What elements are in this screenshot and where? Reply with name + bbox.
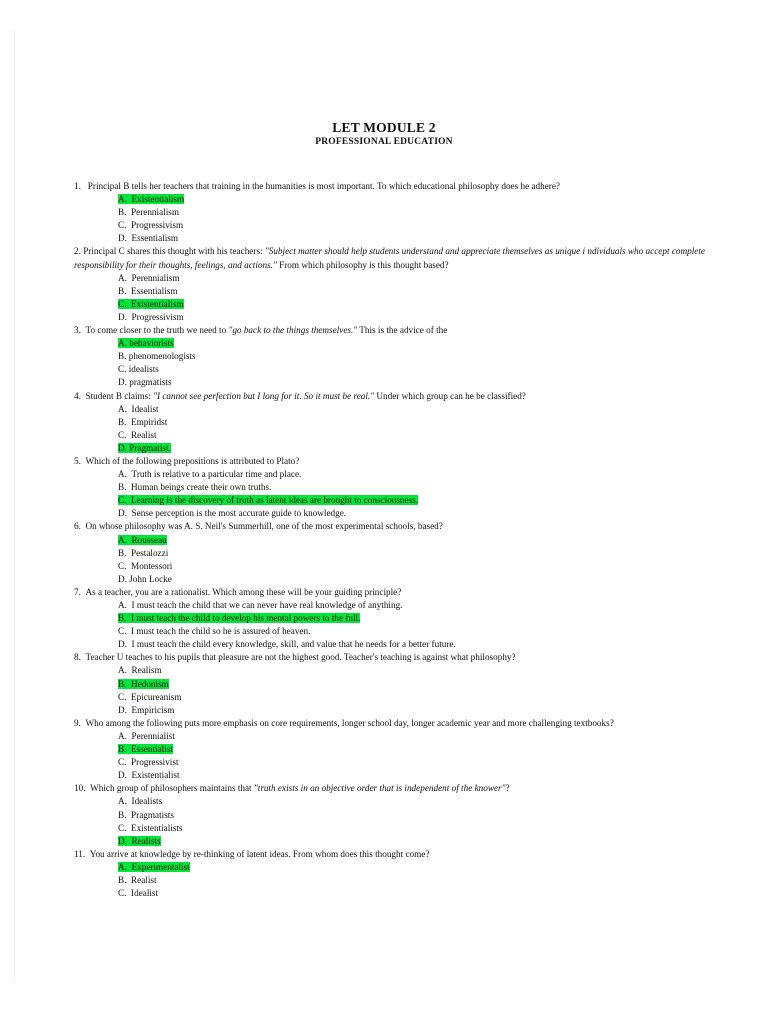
- answer-option-text: A. Perennialism: [118, 272, 180, 283]
- answer-option: [74, 874, 714, 887]
- answer-option-text: B. Essentialist: [118, 744, 173, 755]
- question-item: [74, 717, 714, 782]
- answer-option-text: D. John Locke: [118, 573, 172, 584]
- answer-option-text: C. Realist: [118, 429, 157, 440]
- answer-option: [74, 560, 714, 573]
- answer-option-text: C. Montessori: [118, 560, 173, 571]
- answer-option: [74, 547, 714, 560]
- answer-option-text: C. Learning is the discovery of truth as latent ideas are brought to consciousness.: [118, 495, 419, 506]
- answer-option-text: C. idealists: [118, 364, 159, 375]
- answer-option-text: B. Pragmatists: [118, 809, 174, 820]
- question-stem: 9. Who among the following puts more emphasis on core requirements, longer school day, longer academic year and more challenging textbooks?: [74, 717, 614, 728]
- answer-option-text: A. Truth is relative to a particular time and place.: [118, 469, 302, 480]
- answer-option-text: C. Progressivist: [118, 757, 179, 768]
- answer-option: [74, 612, 714, 625]
- answer-option: [74, 534, 714, 547]
- answer-option-text: D. pragmatists: [118, 377, 172, 388]
- question-stem: 4. Student B claims: "I cannot see perfection but I long for it. So it must be real." Under which group can he be classified?: [74, 390, 526, 401]
- answer-option-text: B. Empiridst: [118, 416, 168, 427]
- question-item: [74, 586, 714, 651]
- question-item: [74, 651, 714, 716]
- question-stem: 5. Which of the following prepositions is attributed to Plato?: [74, 455, 300, 466]
- page-edge-line: [14, 30, 15, 980]
- answer-option: [74, 625, 714, 638]
- question-stem: 2. Principal C shares this thought with his teachers: "Subject matter should help students understand and appreciate themselves as unique i ndividuals who accept complete responsibility for their thoughts, feelings, and actions." From which philosophy is this thought based?: [74, 246, 705, 270]
- answer-option-text: B. Essentialism: [118, 285, 178, 296]
- question-stem: 8. Teacher U teaches to his pupils that pleasure are not the highest good. Teacher's teaching is against what philosophy?: [74, 652, 516, 663]
- answer-option: [74, 337, 714, 350]
- answer-option-text: B. Hedonism: [118, 678, 169, 689]
- answer-option-text: D. Sense perception is the most accurate guide to knowledge.: [118, 508, 347, 519]
- answer-option-text: C. Idealist: [118, 888, 159, 899]
- page-title: LET MODULE 2: [332, 120, 436, 135]
- answer-option: [74, 403, 714, 416]
- answer-option: [74, 756, 714, 769]
- answer-option: [74, 704, 714, 717]
- answer-option-text: D. Pragmatist.: [118, 442, 171, 453]
- answer-option-text: B. phenomenologists: [118, 351, 196, 362]
- question-stem: 7. As a teacher, you are a rationalist. Which among these will be your guiding principle?: [74, 586, 402, 597]
- answer-option-text: C. Epicureanism: [118, 691, 182, 702]
- answer-option-text: A. Rousseau: [118, 534, 167, 545]
- question-item: [74, 782, 714, 847]
- answer-option-text: A. Idealists: [118, 796, 163, 807]
- answer-option: [74, 664, 714, 677]
- answer-option-text: B. Perennialism: [118, 207, 179, 218]
- question-stem: 3. To come closer to the truth we need to "go back to the things themselves." This is the advice of the: [74, 325, 448, 336]
- question-stem: 6. On whose philosophy was A. S. Neil's Summerhill, one of the most experimental schools, based?: [74, 521, 443, 532]
- answer-option-text: D. Essentialism: [118, 233, 178, 244]
- answer-option: [74, 887, 714, 900]
- answer-option: [74, 573, 714, 586]
- answer-option: [74, 468, 714, 481]
- answer-option: [74, 232, 714, 245]
- question-stem: 10. Which group of philosophers maintains that "truth exists in an objective order that is independent of the knower"?: [74, 783, 510, 794]
- question-item: [74, 455, 714, 520]
- answer-option: [74, 193, 714, 206]
- answer-option: [74, 730, 714, 743]
- answer-option: [74, 822, 714, 835]
- answer-option-text: A. I must teach the child that we can never have real knowledge of anything.: [118, 600, 403, 610]
- answer-option-text: A. behaviorists: [118, 338, 174, 349]
- answer-option-text: C. Existentialists: [118, 822, 183, 833]
- answer-option-text: A. Experimentalist: [118, 861, 190, 872]
- answer-option: [74, 429, 714, 442]
- answer-option: [74, 350, 714, 363]
- answer-option: [74, 311, 714, 324]
- answer-option: [74, 743, 714, 756]
- answer-option: [74, 809, 714, 822]
- answer-option-text: B. I must teach the child to develop his mental powers to the full.: [118, 613, 361, 624]
- answer-option: [74, 678, 714, 691]
- answer-option-text: D. Existentialist: [118, 770, 180, 781]
- question-item: [74, 324, 714, 389]
- answer-option-text: A. Existentialism: [118, 194, 185, 205]
- answer-option-text: B. Human beings create their own truths.: [118, 482, 272, 493]
- answer-option-text: D. I must teach the child every knowledge, skill, and value that he needs for a better future.: [118, 639, 456, 650]
- answer-option: [74, 206, 714, 219]
- answer-option: [74, 363, 714, 376]
- question-list: [74, 180, 714, 900]
- answer-option-text: D. Realists: [118, 835, 161, 846]
- answer-option-text: C. Progressivism: [118, 220, 184, 231]
- answer-option-text: C. I must teach the child so he is assured of heaven.: [118, 626, 311, 637]
- question-stem: 1. Principal B tells her teachers that training in the humanities is most important. To which educational philosophy does he adhere?: [74, 181, 561, 191]
- question-item: [74, 245, 714, 324]
- answer-option: [74, 272, 714, 285]
- answer-option: [74, 861, 714, 874]
- answer-option-text: C. Existentialism: [118, 298, 184, 309]
- answer-option-text: B. Pestalozzi: [118, 547, 169, 558]
- answer-option: [74, 835, 714, 848]
- answer-option: [74, 769, 714, 782]
- answer-option-text: A. Perennialist: [118, 730, 175, 741]
- answer-option: [74, 298, 714, 311]
- question-item: [74, 180, 714, 245]
- question-stem: 11. You arrive at knowledge by re-thinking of latent ideas. From whom does this thought come?: [74, 848, 430, 859]
- question-item: [74, 390, 714, 455]
- answer-option: [74, 795, 714, 808]
- answer-option-text: B. Realist: [118, 874, 157, 885]
- question-item: [74, 848, 714, 900]
- answer-option: [74, 219, 714, 232]
- answer-option: [74, 285, 714, 298]
- answer-option-text: A. Realism: [118, 665, 162, 676]
- answer-option: [74, 494, 714, 507]
- answer-option-text: D. Empiricism: [118, 704, 175, 715]
- answer-option: [74, 599, 714, 612]
- answer-option: [74, 442, 714, 455]
- answer-option-text: A. Idealist: [118, 403, 159, 414]
- answer-option: [74, 481, 714, 494]
- page-subtitle: PROFESSIONAL EDUCATION: [315, 137, 453, 147]
- answer-option: [74, 638, 714, 651]
- answer-option: [74, 691, 714, 704]
- answer-option: [74, 376, 714, 389]
- answer-option: [74, 416, 714, 429]
- answer-option-text: D. Progressivism: [118, 311, 184, 322]
- answer-option: [74, 507, 714, 520]
- question-item: [74, 520, 714, 585]
